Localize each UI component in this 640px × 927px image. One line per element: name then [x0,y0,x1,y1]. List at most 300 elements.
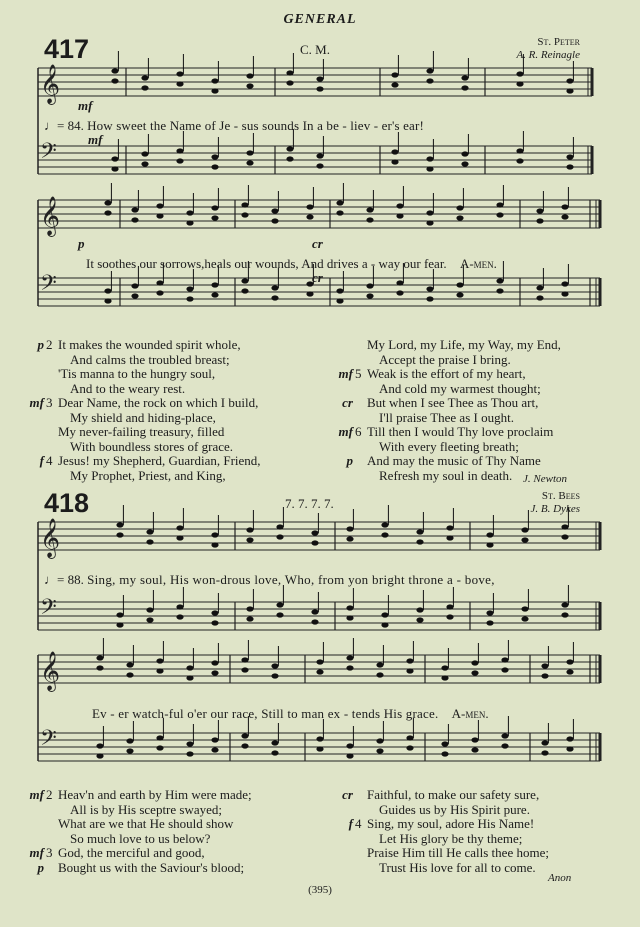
note-head [316,746,323,751]
verse-text: Sing, my soul, adore His Name! [367,816,535,831]
note-head [566,659,573,664]
note-head [336,200,343,205]
note-head [446,535,453,540]
note-head [211,215,218,220]
lyrics-text: Ev - er watch-ful o'er our race, Still to man ex - tends His grace. [92,706,439,721]
note-head [521,606,528,611]
verse-line [325,425,561,440]
note-head [486,532,493,537]
note-head [241,212,248,217]
treble-clef-icon: 𝄞 [40,518,61,558]
verse-text: Heav'n and earth by Him were made; [58,787,252,802]
note-head [211,747,218,752]
note-head [241,288,248,293]
note-head [561,204,568,209]
note-head [366,283,373,288]
treble-clef-icon: 𝄞 [40,196,61,236]
note-head [406,745,413,750]
verse-dynamic: f [39,453,44,468]
verse-text: My shield and hiding-place, [70,409,216,425]
note-head [561,612,568,617]
note-head [316,76,323,81]
verse-text: With boundless stores of grace. [70,438,234,454]
dynamic-mark: mf [88,132,103,147]
treble-clef-icon: 𝄞 [40,651,61,691]
note-head [241,667,248,672]
verse-dynamic: mf [29,395,44,410]
dynamic-mark: p [78,236,85,251]
note-head [186,741,193,746]
note-head [441,675,448,680]
note-head [566,746,573,751]
note-head [391,72,398,77]
note-head [271,673,278,678]
verse-number: 3 [46,395,53,410]
note-head [536,208,543,213]
verse-line [325,788,549,803]
note-head [446,614,453,619]
note-head [496,288,503,293]
note-head [211,660,218,665]
tune-name: St. Peter [537,36,580,48]
verse-dynamic: mf [29,845,44,860]
lyrics-line [92,706,489,722]
note-head [186,220,193,225]
note-head [521,537,528,542]
verse-text: 'Tis manna to the hungry soul, [58,366,216,381]
amen-text: A-men. [459,256,497,271]
note-head [176,535,183,540]
note-head [316,86,323,91]
note-head [426,220,433,225]
quarter-note-icon: ♩ [44,118,57,133]
note-head [271,218,278,223]
verse-text: Dear Name, the rock on which I build, [58,395,259,410]
note-head [446,604,453,609]
note-head [316,163,323,168]
note-head [456,205,463,210]
note-head [111,156,118,161]
note-head [381,532,388,537]
verse-line [16,382,261,397]
verse-line [325,382,561,397]
note-head [521,616,528,621]
note-head [276,602,283,607]
note-head [456,215,463,220]
note-head [306,214,313,219]
note-head [156,280,163,285]
verse-text: I'll praise Thee as I ought. [379,409,514,425]
note-head [346,743,353,748]
note-head [186,296,193,301]
note-head [416,617,423,622]
note-head [311,540,318,545]
note-head [516,71,523,76]
hymn-number: 417 [44,34,90,64]
verse-text: With every fleeting breath; [379,438,519,454]
page-number: (395) [308,884,332,896]
tempo-mark: = 88. [57,572,84,587]
note-head [176,525,183,530]
note-head [426,166,433,171]
note-head [176,81,183,86]
note-head [186,751,193,756]
note-head [456,282,463,287]
note-head [156,658,163,663]
note-head [111,68,118,73]
note-head [376,662,383,667]
note-head [311,619,318,624]
note-head [336,210,343,215]
hymn-author: J. Newton [523,473,567,485]
verse-number: 3 [46,845,53,860]
note-head [211,542,218,547]
note-head [276,534,283,539]
note-head [146,607,153,612]
verses-left-column [16,788,252,875]
note-head [116,532,123,537]
note-head [111,78,118,83]
note-head [111,166,118,171]
note-head [446,525,453,530]
verse-line [16,832,252,847]
note-head [316,659,323,664]
verse-dynamic: mf [338,424,353,439]
note-head [566,669,573,674]
verse-line [325,803,549,818]
note-head [461,85,468,90]
hymn-author: Anon [548,872,572,884]
note-head [276,524,283,529]
verse-line [325,832,549,847]
note-head [286,70,293,75]
verse-text: Bought us with the Saviour's blood; [58,859,245,875]
note-head [456,292,463,297]
note-head [156,668,163,673]
bass-clef-icon: 𝄢 [40,726,57,756]
note-head [126,662,133,667]
verse-line [16,440,261,455]
verse-text: My never-failing treasury, filled [58,424,225,439]
verse-number: 5 [355,366,362,381]
verse-line [325,454,561,469]
note-head [471,747,478,752]
note-head [541,740,548,745]
note-head [104,298,111,303]
verse-line [16,353,261,368]
quarter-note-icon: ♩ [44,572,57,587]
note-head [271,750,278,755]
verse-line [325,338,561,353]
note-head [336,288,343,293]
note-head [176,158,183,163]
verse-line [16,425,261,440]
note-head [566,164,573,169]
verse-text: Weak is the effort of my heart, [367,366,526,381]
note-head [566,78,573,83]
note-head [396,290,403,295]
verse-text: God, the merciful and good, [58,845,205,860]
note-head [276,612,283,617]
note-head [336,298,343,303]
note-head [116,522,123,527]
lyrics-text: Sing, my soul, His won-drous love, Who, from yon bright throne a - bove, [87,572,495,587]
note-head [406,658,413,663]
verse-text: Faithful, to make our safety sure, [367,787,540,802]
note-head [346,615,353,620]
note-head [501,733,508,738]
note-head [156,290,163,295]
note-head [366,207,373,212]
note-head [211,78,218,83]
note-head [516,148,523,153]
note-head [471,737,478,742]
verse-text: My Prophet, Priest, and King, [70,467,226,483]
note-head [486,620,493,625]
note-head [246,616,253,621]
verse-text: And to the weary rest. [70,380,186,396]
note-head [306,204,313,209]
note-head [211,154,218,159]
verse-dynamic: f [348,816,353,831]
note-head [241,202,248,207]
note-head [461,161,468,166]
verse-number: 6 [355,424,362,439]
verse-text: Till then I would Thy love proclaim [367,424,554,439]
note-head [246,527,253,532]
note-head [286,146,293,151]
verse-line [325,817,549,832]
verse-line [325,367,561,382]
note-head [426,286,433,291]
verse-dynamic: p [37,337,44,352]
note-head [156,745,163,750]
note-head [471,660,478,665]
note-head [186,675,193,680]
note-head [566,736,573,741]
note-head [346,526,353,531]
note-head [246,150,253,155]
note-head [176,604,183,609]
note-head [286,156,293,161]
note-head [561,534,568,539]
note-head [211,610,218,615]
verses-right-column [325,788,549,875]
verse-text: And may the music of Thy Name [367,453,541,468]
note-head [461,75,468,80]
note-head [126,672,133,677]
note-head [346,655,353,660]
verse-line [325,396,561,411]
note-head [131,207,138,212]
lyrics-line [44,572,495,588]
note-head [211,282,218,287]
note-head [406,735,413,740]
note-head [366,217,373,222]
note-head [426,78,433,83]
note-head [211,532,218,537]
verse-dynamic: p [37,859,44,875]
verse-text: My Lord, my Life, my Way, my End, [367,337,561,352]
note-head [441,665,448,670]
note-head [156,213,163,218]
verses-left-column [16,338,261,483]
verse-text: All is by His sceptre swayed; [70,801,223,817]
bass-clef-icon: 𝄢 [40,139,57,169]
note-head [426,210,433,215]
verse-text: But when I see Thee as Thou art, [367,395,539,410]
verse-line [16,454,261,469]
verse-text: And cold my warmest thought; [379,380,541,396]
note-head [96,655,103,660]
note-head [271,295,278,300]
verse-number: 2 [46,787,53,802]
verse-text: Jesus! my Shepherd, Guardian, Friend, [58,453,261,468]
note-head [516,158,523,163]
note-head [541,673,548,678]
note-head [141,151,148,156]
dynamic-mark: cr [312,270,323,285]
note-head [131,283,138,288]
note-head [496,278,503,283]
note-head [141,85,148,90]
verse-line [16,367,261,382]
lyrics-text: How sweet the Name of Je - sus sounds In a be - liev - er's ear! [87,118,424,133]
note-head [316,153,323,158]
note-head [211,205,218,210]
verse-text: Trust His love for all to come. [379,859,536,875]
note-head [346,605,353,610]
note-head [271,208,278,213]
note-head [486,542,493,547]
verse-line [325,861,549,876]
hymn-meter: 7. 7. 7. 7. [285,496,334,511]
note-head [561,291,568,296]
note-head [211,88,218,93]
note-head [131,293,138,298]
note-head [146,539,153,544]
amen-text: A-men. [451,706,489,721]
note-head [416,539,423,544]
verse-line [16,788,252,803]
note-head [96,743,103,748]
note-head [116,622,123,627]
verse-line [16,469,261,484]
lyrics-text: It soothes our sorrows,heals our wounds, And drives a - way our fear. [86,256,447,271]
note-head [376,738,383,743]
verse-text: Guides us by His Spirit pure. [379,801,530,817]
verse-line [16,803,252,818]
note-head [141,161,148,166]
note-head [211,164,218,169]
verse-line [16,338,261,353]
dynamic-mark: cr [312,236,323,251]
note-head [146,617,153,622]
note-head [211,292,218,297]
note-head [566,154,573,159]
note-head [176,614,183,619]
verse-text: It makes the wounded spirit whole, [58,337,241,352]
treble-clef-icon: 𝄞 [40,64,61,104]
note-head [441,741,448,746]
verse-line [325,353,561,368]
note-head [241,743,248,748]
note-head [271,285,278,290]
note-head [366,293,373,298]
verses-right-column [325,338,561,483]
note-head [96,753,103,758]
note-head [156,203,163,208]
note-head [381,522,388,527]
note-head [396,213,403,218]
page-header: GENERAL [283,12,357,27]
note-head [104,200,111,205]
verse-line [325,846,549,861]
composer: J. B. Dykes [530,503,580,515]
note-head [391,159,398,164]
note-head [246,537,253,542]
note-head [541,663,548,668]
note-head [471,670,478,675]
note-head [501,667,508,672]
verse-line [325,411,561,426]
note-head [536,285,543,290]
note-head [246,73,253,78]
verse-line [16,861,252,876]
note-head [311,609,318,614]
note-head [391,82,398,87]
note-head [271,663,278,668]
verse-text: Praise Him till He calls thee home; [367,845,549,860]
verse-dynamic: mf [338,366,353,381]
verse-text: What are we that He should show [58,816,234,831]
dynamic-mark: mf [78,98,93,113]
verse-line [16,817,252,832]
note-head [316,736,323,741]
note-head [104,210,111,215]
note-head [376,672,383,677]
note-head [496,212,503,217]
note-head [346,665,353,670]
verse-dynamic: cr [342,787,353,802]
verse-line [16,396,261,411]
verse-text: Refresh my soul in death. [379,467,513,483]
verse-line [325,440,561,455]
note-head [316,669,323,674]
note-head [396,280,403,285]
verse-line [16,846,252,861]
note-head [211,670,218,675]
composer: A. R. Reinagle [516,49,580,61]
note-head [141,75,148,80]
note-head [186,665,193,670]
note-head [286,80,293,85]
hymn-meter: C. M. [300,42,330,57]
note-head [241,733,248,738]
note-head [376,748,383,753]
note-head [541,750,548,755]
note-head [561,524,568,529]
lyrics-line [86,256,497,272]
verse-dynamic: p [346,453,353,468]
note-head [406,668,413,673]
verse-text: Let His glory be thy theme; [379,830,523,846]
note-head [186,210,193,215]
note-head [501,743,508,748]
verse-text: So much love to us below? [70,830,211,846]
note-head [516,81,523,86]
note-head [176,148,183,153]
